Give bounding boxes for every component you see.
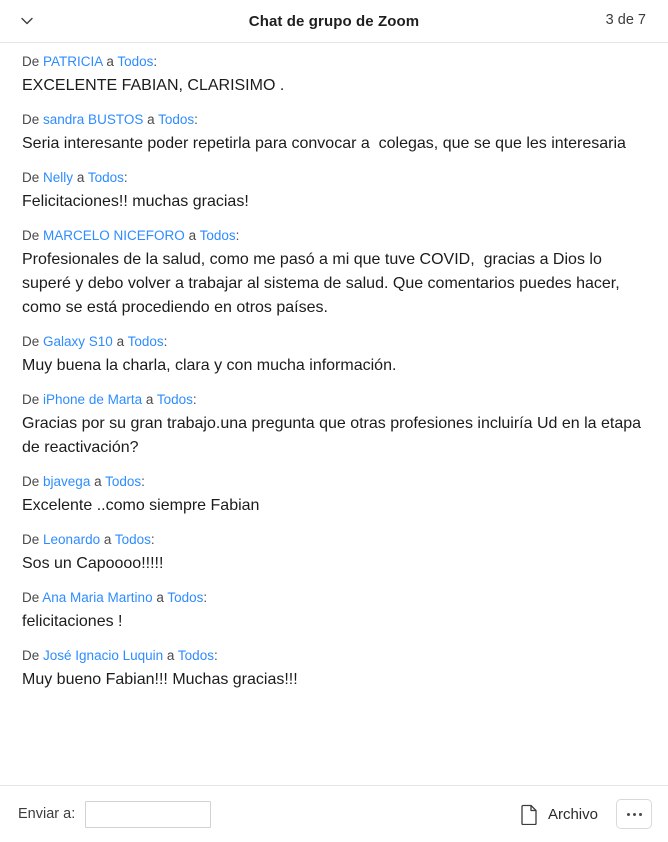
message-sender[interactable]: Leonardo <box>43 532 101 547</box>
dot <box>639 813 642 816</box>
message-header <box>22 227 646 245</box>
from-label: De <box>22 532 40 547</box>
list-item <box>22 589 646 634</box>
to-label: a <box>76 170 85 185</box>
chat-message-list <box>0 43 668 785</box>
message-text: Gracias por su gran trabajo.una pregunta que otras profesiones incluiría Ud en la etapa de reactivación? <box>22 415 646 456</box>
colon: : <box>163 334 168 349</box>
message-header <box>22 111 646 129</box>
from-label: De <box>22 54 40 69</box>
message-text: felicitaciones ! <box>22 613 123 630</box>
list-item <box>22 531 646 576</box>
chat-footer <box>0 785 668 842</box>
to-label: a <box>166 648 175 663</box>
from-label: De <box>22 170 40 185</box>
colon: : <box>150 532 155 547</box>
colon: : <box>192 392 197 407</box>
from-label: De <box>22 648 40 663</box>
message-sender[interactable]: PATRICIA <box>43 54 103 69</box>
page-title: Chat de grupo de Zoom <box>248 12 420 30</box>
message-recipient[interactable]: Todos <box>117 54 154 69</box>
message-header <box>22 647 646 665</box>
file-button[interactable] <box>520 804 598 825</box>
colon: : <box>194 112 198 127</box>
message-sender[interactable]: Galaxy S10 <box>43 334 113 349</box>
message-sender[interactable]: bjavega <box>43 474 91 489</box>
chevron-down-icon[interactable] <box>16 10 38 32</box>
to-label: a <box>145 392 154 407</box>
message-header <box>22 391 646 409</box>
list-item <box>22 169 646 214</box>
message-header <box>22 531 646 549</box>
to-label: a <box>116 334 125 349</box>
message-text: Sos un Capoooo!!!!! <box>22 555 164 572</box>
from-label: De <box>22 228 40 243</box>
message-recipient[interactable]: Todos <box>177 648 214 663</box>
message-recipient[interactable]: Todos <box>87 170 124 185</box>
message-recipient[interactable]: Todos <box>156 392 193 407</box>
list-item <box>22 391 646 460</box>
to-label: a <box>103 532 112 547</box>
to-label: a <box>156 590 164 605</box>
list-item <box>22 333 646 378</box>
colon: : <box>203 590 208 605</box>
message-text: EXCELENTE FABIAN, CLARISIMO . <box>22 77 285 94</box>
colon: : <box>153 54 158 69</box>
from-label: De <box>22 112 40 127</box>
message-recipient[interactable]: Todos <box>199 228 236 243</box>
message-recipient[interactable]: Todos <box>127 334 164 349</box>
dot <box>633 813 636 816</box>
list-item <box>22 473 646 518</box>
file-button-label: Archivo <box>547 805 598 823</box>
message-header <box>22 589 646 607</box>
message-header <box>22 473 646 491</box>
message-text: Seria interesante poder repetirla para convocar a colegas, que se que les interesaria <box>22 135 626 152</box>
to-label: a <box>147 112 155 127</box>
list-item <box>22 53 646 98</box>
list-item <box>22 111 646 156</box>
dot <box>627 813 630 816</box>
message-header <box>22 53 646 71</box>
message-header <box>22 333 646 351</box>
from-label: De <box>22 474 40 489</box>
list-item <box>22 227 646 320</box>
message-recipient[interactable]: Todos <box>105 474 142 489</box>
send-to-select[interactable] <box>85 801 211 828</box>
from-label: De <box>22 392 40 407</box>
document-icon <box>520 804 539 825</box>
to-label: a <box>94 474 102 489</box>
message-header <box>22 169 646 187</box>
footer-actions <box>520 786 652 842</box>
colon: : <box>213 648 218 663</box>
message-text: Muy buena la charla, clara y con mucha información. <box>22 357 397 374</box>
message-recipient[interactable]: Todos <box>167 590 204 605</box>
to-label: a <box>188 228 197 243</box>
message-sender[interactable]: sandra BUSTOS <box>43 112 144 127</box>
list-item <box>22 647 646 692</box>
message-sender[interactable]: Ana Maria Martino <box>42 590 153 605</box>
message-sender[interactable]: Nelly <box>43 170 74 185</box>
message-recipient[interactable]: Todos <box>158 112 195 127</box>
page-indicator: 3 de 7 <box>605 12 646 28</box>
message-text: Profesionales de la salud, como me pasó a mi que tuve COVID, gracias a Dios lo superé y debo volver a trabajar al sistema de salud. Que comentarios puedes hacer, como se está procediendo en otros países. <box>22 251 625 316</box>
message-text: Excelente ..como siempre Fabian <box>22 497 260 514</box>
message-text: Muy bueno Fabian!!! Muchas gracias!!! <box>22 671 298 688</box>
message-sender[interactable]: MARCELO NICEFORO <box>43 228 185 243</box>
from-label: De <box>22 334 40 349</box>
message-text: Felicitaciones!! muchas gracias! <box>22 193 249 210</box>
colon: : <box>141 474 145 489</box>
send-to-label: Enviar a: <box>18 806 76 822</box>
to-label: a <box>106 54 114 69</box>
message-sender[interactable]: José Ignacio Luquin <box>43 648 164 663</box>
from-label: De <box>22 590 40 605</box>
colon: : <box>235 228 240 243</box>
colon: : <box>123 170 128 185</box>
more-options-icon[interactable] <box>616 799 652 829</box>
message-sender[interactable]: iPhone de Marta <box>43 392 143 407</box>
message-recipient[interactable]: Todos <box>114 532 151 547</box>
titlebar <box>0 0 668 43</box>
